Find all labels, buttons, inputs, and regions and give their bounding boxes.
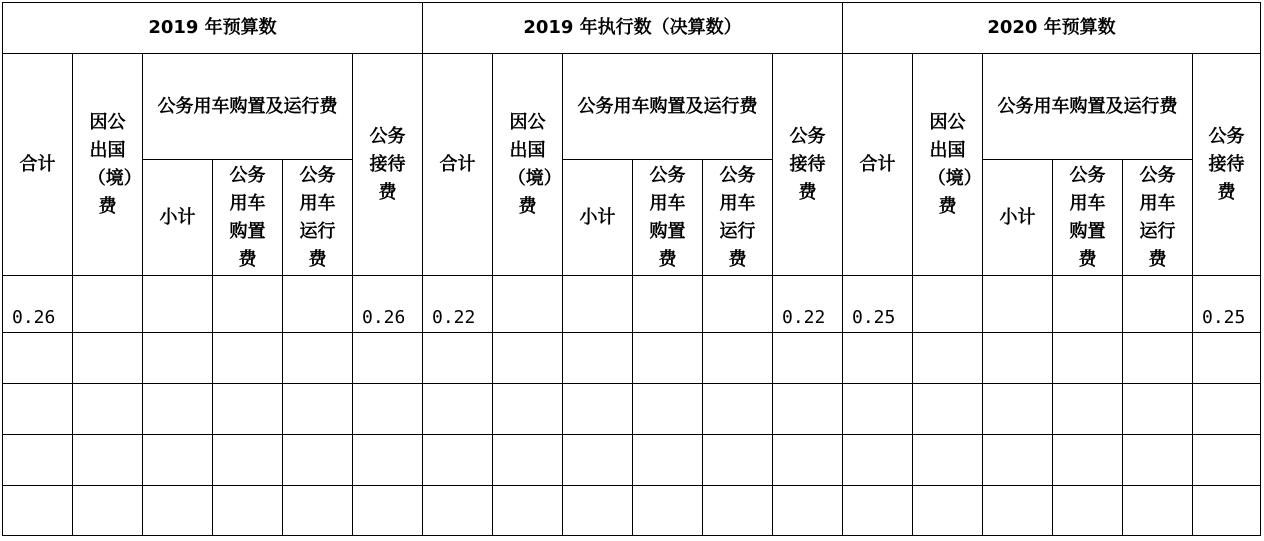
header-total: 合计	[423, 54, 493, 276]
header-abroad: 因公出国（境）费	[493, 54, 563, 276]
table-cell	[423, 384, 493, 435]
table-cell	[983, 486, 1053, 536]
table-cell	[703, 276, 773, 333]
table-cell	[703, 486, 773, 536]
table-cell	[1053, 435, 1123, 486]
table-cell: 0.22	[773, 276, 843, 333]
table-cell	[353, 384, 423, 435]
table-cell	[283, 486, 353, 536]
table-cell	[283, 384, 353, 435]
header-vehicle-group: 公务用车购置及运行费	[983, 54, 1193, 160]
table-cell	[423, 435, 493, 486]
header-vehicle-purchase: 公务用车购置费	[213, 160, 283, 276]
table-cell	[633, 333, 703, 384]
table-cell	[563, 384, 633, 435]
table-cell	[353, 435, 423, 486]
table-cell	[563, 333, 633, 384]
table-cell	[3, 384, 73, 435]
table-row	[3, 384, 1261, 435]
table-cell	[563, 276, 633, 333]
header-subtotal: 小计	[563, 160, 633, 276]
table-body	[3, 276, 1261, 536]
group-title-2020-budget: 2020 年预算数	[843, 3, 1261, 54]
column-header-row-1	[3, 54, 1261, 160]
table-cell	[703, 435, 773, 486]
header-vehicle-group: 公务用车购置及运行费	[143, 54, 353, 160]
table-cell	[73, 276, 143, 333]
table-cell	[563, 486, 633, 536]
table-cell	[633, 486, 703, 536]
table-cell	[493, 333, 563, 384]
table-cell	[493, 276, 563, 333]
header-vehicle-purchase: 公务用车购置费	[1053, 160, 1123, 276]
table-cell	[1053, 384, 1123, 435]
table-cell	[73, 384, 143, 435]
table-cell	[423, 333, 493, 384]
table-cell	[1193, 384, 1261, 435]
table-cell	[633, 435, 703, 486]
table-cell	[843, 333, 913, 384]
table-cell	[73, 333, 143, 384]
table-cell	[143, 435, 213, 486]
table-cell	[73, 486, 143, 536]
table-row	[3, 486, 1261, 536]
table-row	[3, 276, 1261, 333]
table-cell	[353, 486, 423, 536]
header-total: 合计	[3, 54, 73, 276]
table-cell	[1193, 435, 1261, 486]
table-cell	[1123, 486, 1193, 536]
header-reception: 公务接待费	[353, 54, 423, 276]
table-cell	[843, 384, 913, 435]
header-abroad: 因公出国（境）费	[913, 54, 983, 276]
table-cell	[493, 435, 563, 486]
header-reception: 公务接待费	[1193, 54, 1261, 276]
header-vehicle-operation: 公务用车运行费	[1123, 160, 1193, 276]
table-cell	[703, 333, 773, 384]
table-cell	[283, 276, 353, 333]
group-header-row	[3, 3, 1261, 54]
table-cell	[143, 276, 213, 333]
table-cell	[143, 486, 213, 536]
header-reception: 公务接待费	[773, 54, 843, 276]
table-row	[3, 333, 1261, 384]
header-subtotal: 小计	[143, 160, 213, 276]
table-cell	[983, 435, 1053, 486]
table-cell	[283, 333, 353, 384]
header-abroad: 因公出国（境）费	[73, 54, 143, 276]
group-title-2019-budget: 2019 年预算数	[3, 3, 423, 54]
table-cell	[1123, 384, 1193, 435]
table-cell	[213, 276, 283, 333]
table-cell	[213, 384, 283, 435]
column-header-row-2	[3, 160, 1261, 276]
table-cell	[3, 333, 73, 384]
table-cell	[563, 435, 633, 486]
header-vehicle-operation: 公务用车运行费	[283, 160, 353, 276]
table-cell	[3, 486, 73, 536]
table-cell	[773, 435, 843, 486]
table-cell	[633, 384, 703, 435]
header-vehicle-group: 公务用车购置及运行费	[563, 54, 773, 160]
table-cell: 0.25	[1193, 276, 1261, 333]
header-vehicle-purchase: 公务用车购置费	[633, 160, 703, 276]
table-cell	[633, 276, 703, 333]
group-title-2019-actual: 2019 年执行数（决算数）	[423, 3, 843, 54]
table-cell	[1053, 333, 1123, 384]
table-cell	[983, 333, 1053, 384]
table-cell	[283, 435, 353, 486]
table-cell	[213, 486, 283, 536]
table-cell	[983, 384, 1053, 435]
table-cell	[703, 384, 773, 435]
table-cell	[913, 435, 983, 486]
header-subtotal: 小计	[983, 160, 1053, 276]
budget-table	[2, 2, 1261, 536]
table-cell	[843, 435, 913, 486]
table-cell	[1123, 435, 1193, 486]
table-cell	[3, 435, 73, 486]
table-cell	[213, 435, 283, 486]
table-cell	[353, 333, 423, 384]
table-cell	[1193, 333, 1261, 384]
table-cell	[1053, 486, 1123, 536]
table-cell	[843, 486, 913, 536]
table-cell	[1053, 276, 1123, 333]
table-cell	[983, 276, 1053, 333]
table-cell: 0.22	[423, 276, 493, 333]
table-cell: 0.26	[353, 276, 423, 333]
table-cell	[213, 333, 283, 384]
table-cell	[913, 276, 983, 333]
table-cell	[913, 333, 983, 384]
table-cell	[1123, 333, 1193, 384]
header-vehicle-operation: 公务用车运行费	[703, 160, 773, 276]
header-total: 合计	[843, 54, 913, 276]
table-cell	[773, 384, 843, 435]
table-cell	[1193, 486, 1261, 536]
table-cell: 0.26	[3, 276, 73, 333]
table-cell	[423, 486, 493, 536]
table-cell	[773, 486, 843, 536]
table-cell	[1123, 276, 1193, 333]
table-cell	[143, 384, 213, 435]
table-cell	[913, 384, 983, 435]
table-cell	[773, 333, 843, 384]
table-cell	[493, 384, 563, 435]
table-cell	[73, 435, 143, 486]
table-row	[3, 435, 1261, 486]
table-cell: 0.25	[843, 276, 913, 333]
table-cell	[493, 486, 563, 536]
table-cell	[913, 486, 983, 536]
table-cell	[143, 333, 213, 384]
